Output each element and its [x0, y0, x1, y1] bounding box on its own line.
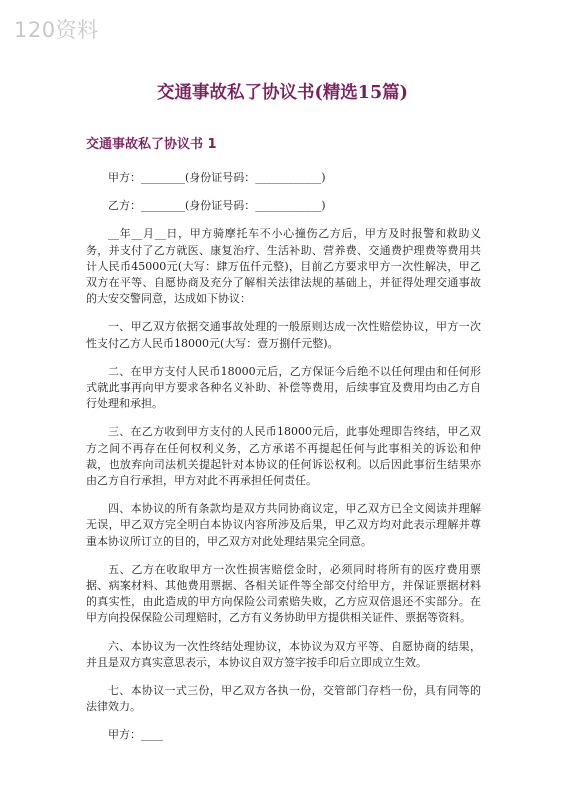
intro-paragraph: __年__月__日，甲方骑摩托车不小心撞伤乙方后，甲方及时报警和救助义务，并支付了乙方就医、康复治疗、生活补助、营养费、交通费护理费等费用共计人民币45000元(大写：肆万伍仟元整)，目前乙方要求甲方一次性解决，甲乙双方在平等、自愿协商及充分了解相关法律法规的基础上，并征得处理交通事故的大安交警同意，达成如下协议： — [86, 227, 481, 306]
document-body — [86, 170, 481, 744]
watermark: 120资料 — [14, 18, 99, 42]
clause-3: 三、在乙方收到甲方支付的人民币18000元后，此事处理即告终结，甲乙双方之间不再存在任何权利义务，乙方承诺不再提起任何与此事相关的诉讼和仲裁，也放弃向司法机关提起针对本协议的任何诉讼权利。以后因此事衍生结果亦由乙方自行承担，甲方对此不再承担任何责任。 — [86, 425, 481, 488]
party-a-line: 甲方：________(身份证号码：____________) — [108, 171, 326, 184]
party-b-line: 乙方：________(身份证号码：____________) — [108, 199, 326, 213]
clause-2: 二、在甲方支付人民币18000元后，乙方保证今后绝不以任何理由和任何形式就此事再向甲方要求各种名义补助、补偿等费用，后续事宜及费用均由乙方自行处理和承担。 — [86, 364, 481, 411]
clause-7: 七、本协议一式三份，甲乙双方各执一份，交管部门存档一份，具有同等的法律效力。 — [86, 684, 481, 714]
clause-1: 一、甲乙双方依据交通事故处理的一般原则达成一次性赔偿协议，甲方一次性支付乙方人民币18000元(大写：壹万捌仟元整)。 — [86, 320, 481, 350]
section-heading: 交通事故私了协议书 1 — [86, 137, 217, 152]
document-title: 交通事故私了协议书(精选15篇) — [157, 83, 408, 103]
clause-6: 六、本协议为一次性终结处理协议，本协议为双方平等、自愿协商的结果，并且是双方真实意思表示，本协议自双方签字按手印后立即成立生效。 — [86, 639, 481, 669]
signature-party-a: 甲方：____ — [108, 728, 163, 742]
clause-5: 五、乙方在收取甲方一次性损害赔偿金时，必须同时将所有的医疗费用票据、病案材料、其他费用票据、各相关证件等全部交付给甲方，并保证票据材料的真实性，由此造成的甲方向保险公司索赔失败，乙方应双倍退还不实部分。在甲方向投保保险公司理赔时，乙方有义务协助甲方提供相关证件、票据等资料。 — [86, 562, 481, 625]
clause-4: 四、本协议的所有条款均是双方共同协商议定，甲乙双方已全文阅读并理解无误，甲乙双方完全明白本协议内容所涉及后果，甲乙双方均对此表示理解并尊重本协议所订立的目的，甲乙双方对此处理结果完全同意。 — [86, 502, 481, 548]
